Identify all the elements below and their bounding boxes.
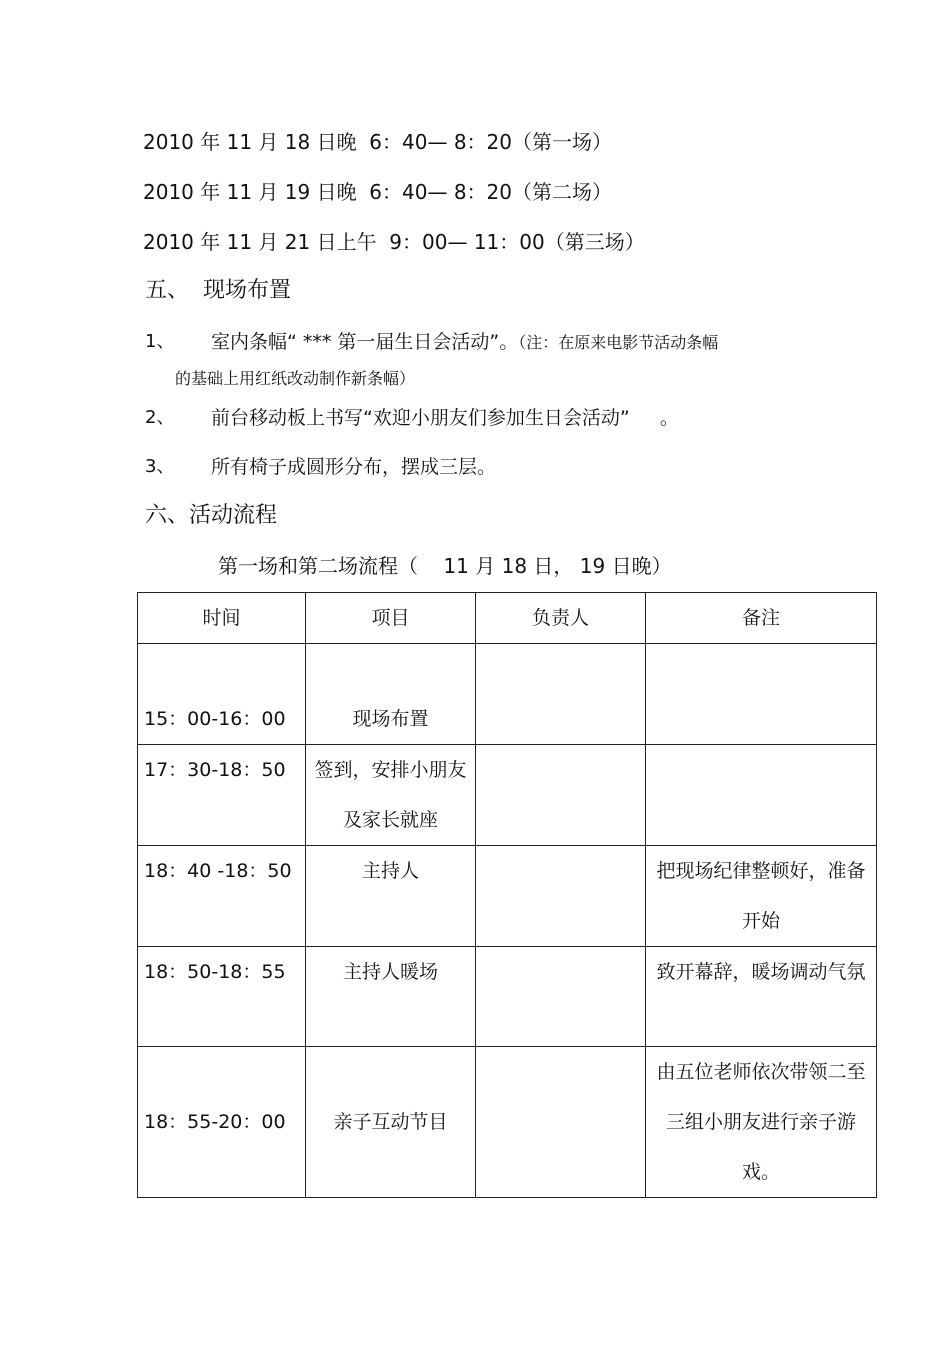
table-row bbox=[138, 644, 877, 745]
table-row bbox=[138, 846, 877, 947]
cell-item: 主持人暖场 bbox=[306, 947, 476, 1047]
layout-item-2-number: 2、 bbox=[145, 407, 175, 428]
cell-time: 17：30-18：50 bbox=[138, 745, 306, 846]
layout-item-1-text bbox=[211, 329, 718, 356]
layout-item-3-number: 3、 bbox=[145, 456, 175, 477]
cell-owner bbox=[476, 846, 646, 947]
cell-item: 主持人 bbox=[306, 846, 476, 947]
header-owner: 负责人 bbox=[476, 593, 646, 644]
header-time: 时间 bbox=[138, 593, 306, 644]
cell-item: 签到，安排小朋友及家长就座 bbox=[306, 745, 476, 846]
header-note: 备注 bbox=[646, 593, 877, 644]
date-line-3: 2010 年 11 月 21 日上午 9：00— 11：00（第三场） bbox=[143, 230, 645, 254]
table-row bbox=[138, 1047, 877, 1198]
layout-item-1-note: （注：在原来电影节活动条幅 bbox=[518, 333, 719, 352]
cell-time: 15：00-16：00 bbox=[138, 644, 306, 745]
cell-note: 由五位老师依次带领二至三组小朋友进行亲子游戏。 bbox=[646, 1047, 877, 1198]
cell-time: 18：50-18：55 bbox=[138, 947, 306, 1047]
cell-time: 18：55-20：00 bbox=[138, 1047, 306, 1198]
cell-item: 现场布置 bbox=[306, 644, 476, 745]
schedule-table bbox=[137, 592, 877, 1198]
cell-note bbox=[646, 745, 877, 846]
header-item: 项目 bbox=[306, 593, 476, 644]
table-title: 第一场和第二场流程（ 11 月 18 日， 19 日晚） bbox=[218, 554, 672, 578]
table-row bbox=[138, 947, 877, 1047]
layout-item-1-number: 1、 bbox=[145, 331, 175, 352]
section-5-heading: 五、 现场布置 bbox=[145, 278, 291, 303]
cell-note: 把现场纪律整顿好，准备开始 bbox=[646, 846, 877, 947]
cell-owner bbox=[476, 947, 646, 1047]
section-6-heading: 六、活动流程 bbox=[145, 503, 278, 528]
layout-item-3-text: 所有椅子成圆形分布，摆成三层。 bbox=[211, 456, 497, 478]
cell-owner bbox=[476, 644, 646, 745]
table-header-row bbox=[138, 593, 877, 644]
cell-note bbox=[646, 644, 877, 745]
layout-item-1-note-continued: 的基础上用红纸改动制作新条幅） bbox=[175, 369, 416, 388]
cell-item: 亲子互动节目 bbox=[306, 1047, 476, 1198]
date-line-2: 2010 年 11 月 19 日晚 6：40— 8：20（第二场） bbox=[143, 180, 613, 204]
cell-owner bbox=[476, 1047, 646, 1198]
cell-note: 致开幕辞，暖场调动气氛 bbox=[646, 947, 877, 1047]
layout-item-1-main: 室内条幅“ *** 第一届生日会活动”。 bbox=[211, 331, 519, 353]
table-row bbox=[138, 745, 877, 846]
layout-item-2-text: 前台移动板上书写“欢迎小朋友们参加生日会活动” 。 bbox=[211, 407, 679, 429]
cell-owner bbox=[476, 745, 646, 846]
cell-time: 18：40 -18：50 bbox=[138, 846, 306, 947]
date-line-1: 2010 年 11 月 18 日晚 6：40— 8：20（第一场） bbox=[143, 130, 613, 154]
